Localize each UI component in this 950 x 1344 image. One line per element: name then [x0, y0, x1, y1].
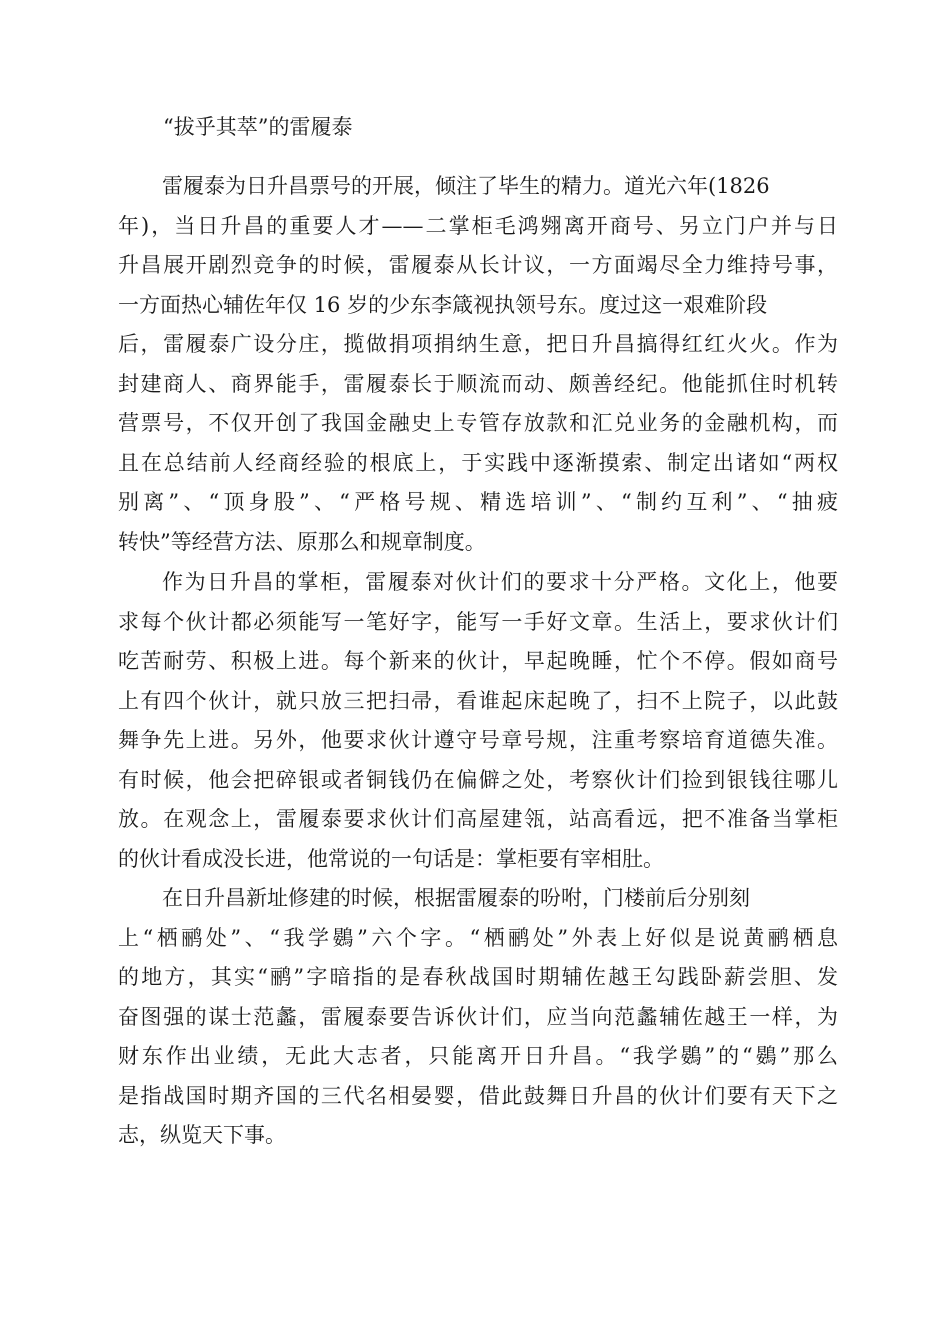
text-line: 舞争先上进。另外，他要求伙计遵守号章号规，注重考察培育道德失准。: [118, 728, 838, 752]
text-line: 雷履泰为日升昌票号的开展，倾注了毕生的精力。道光六年(1826: [162, 174, 770, 198]
text-line: 升昌展开剧烈竞争的时候，雷履泰从长计议，一方面竭尽全力维持号事，: [118, 253, 838, 277]
article-title: “拔乎其萃”的雷履泰: [163, 115, 353, 139]
text-line: 营票号，不仅开创了我国金融史上专管存放款和汇兑业务的金融机构，而: [118, 411, 838, 435]
text-line: 年)，当日升昌的重要人才——二掌柜毛鸿翙离开商号、另立门户并与日: [118, 213, 838, 238]
text-line: 志，纵览天下事。: [118, 1123, 286, 1147]
text-line: 别离”、“顶身股”、“严格号规、精选培训”、“制约互利”、“抽疲: [118, 490, 838, 514]
text-line: 有时候，他会把碎银或者铜钱仍在偏僻之处，考察伙计们捡到银钱往哪儿: [118, 767, 838, 792]
text-line: 一方面热心辅佐年仅 16 岁的少东李箴视执领号东。度过这一艰难阶段: [118, 292, 768, 317]
text-line: 的伙计看成没长进，他常说的一句话是：掌柜要有宰相肚。: [118, 846, 664, 871]
text-line: 吃苦耐劳、积极上进。每个新来的伙计，早起晚睡，忙个不停。假如商号: [118, 649, 838, 673]
text-line: 在日升昌新址修建的时候，根据雷履泰的吩咐，门楼前后分别刻: [162, 886, 750, 910]
text-line: 上有四个伙计，就只放三把扫帚，看谁起床起晚了，扫不上院子，以此鼓: [118, 688, 838, 713]
text-line: 求每个伙计都必须能写一笔好字，能写一手好文章。生活上，要求伙计们: [118, 609, 838, 634]
text-line: 放。在观念上，雷履泰要求伙计们高屋建瓴，站高看远，把不准备当掌柜: [118, 807, 838, 831]
text-line: 封建商人、商界能手，雷履泰长于顺流而动、颇善经纪。他能抓住时机转: [118, 371, 838, 396]
paragraph-3: [118, 879, 838, 1156]
text-line: 上“栖鹂处”、“我学鷃”六个字。“栖鹂处”外表上好似是说黄鹂栖息: [118, 925, 838, 950]
text-line: 的地方，其实“鹂”字暗指的是春秋战国时期辅佐越王勾践卧薪尝胆、发: [118, 965, 838, 989]
paragraph-1: [118, 167, 838, 562]
text-line: 财东作出业绩，无此大志者，只能离开日升昌。“我学鷃”的“鷃”那么: [118, 1044, 838, 1068]
text-line: 是指战国时期齐国的三代名相晏婴，借此鼓舞日升昌的伙计们要有天下之: [118, 1083, 838, 1108]
text-line: 转快”等经营方法、原那么和规章制度。: [118, 529, 486, 554]
text-line: 且在总结前人经商经验的根底上，于实践中逐渐摸索、制定出诸如“两权: [118, 450, 838, 475]
paragraph-2: [118, 563, 838, 879]
text-line: 后，雷履泰广设分庄，揽做捐项捐纳生意，把日升昌搞得红红火火。作为: [118, 332, 838, 356]
text-line: 奋图强的谋士范蠡，雷履泰要告诉伙计们，应当向范蠡辅佐越王一样，为: [118, 1004, 838, 1029]
text-line: 作为日升昌的掌柜，雷履泰对伙计们的要求十分严格。文化上，他要: [162, 570, 838, 594]
